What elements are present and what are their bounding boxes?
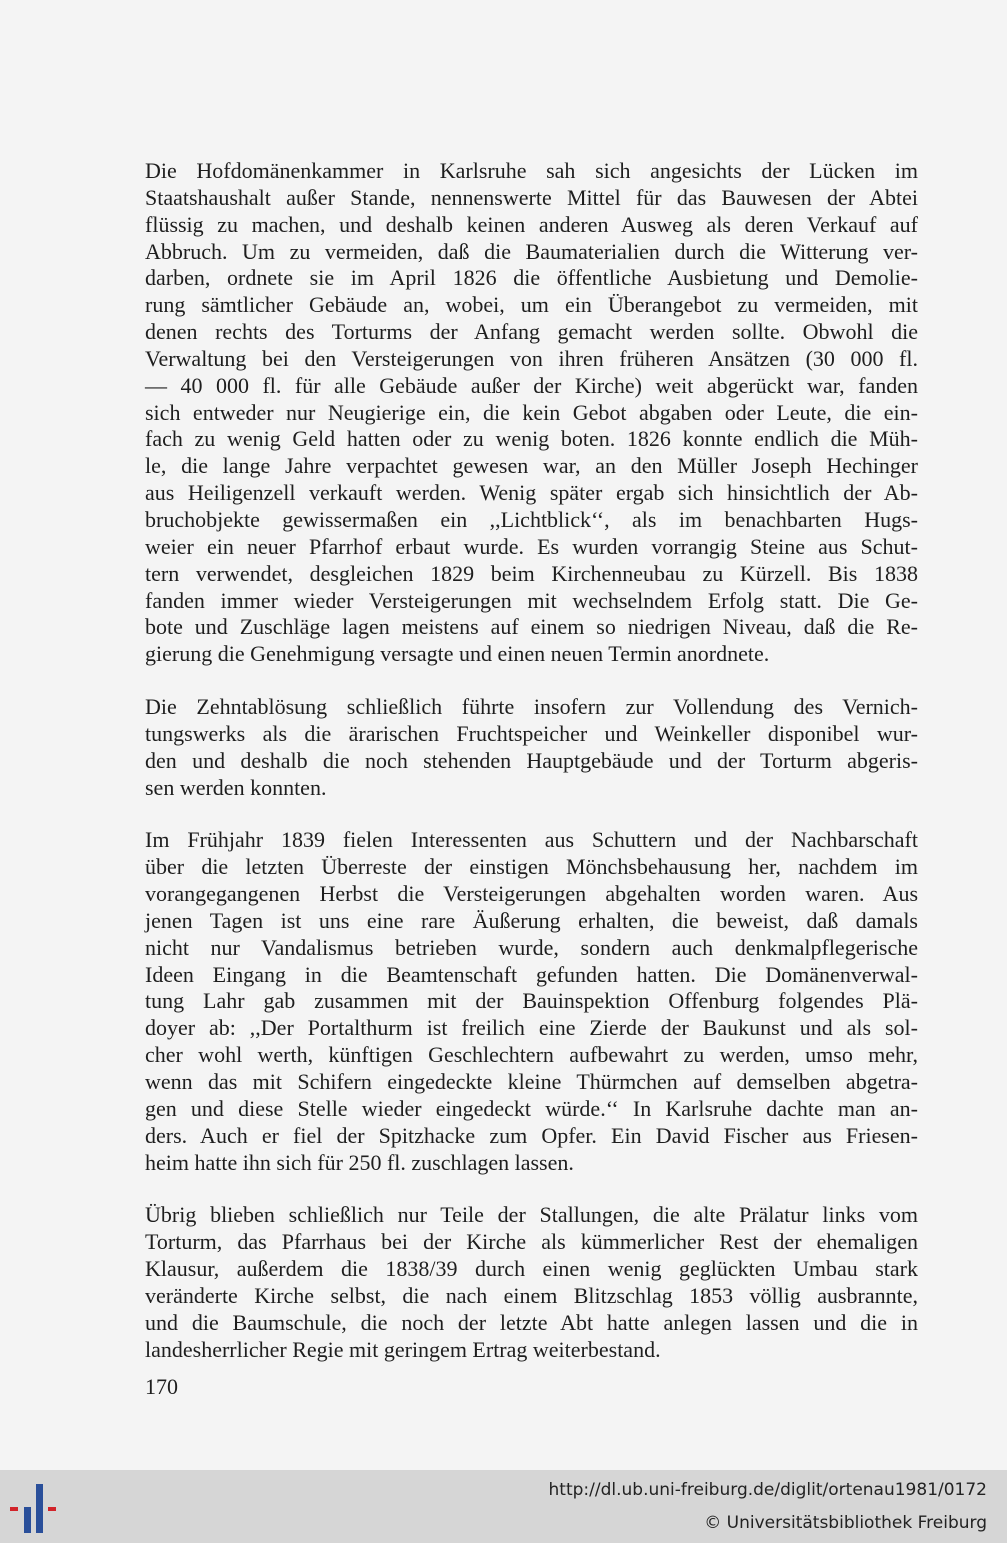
text-line: darben, ordnete sie im April 1826 die öffentliche Ausbietung und Demolie- — [145, 265, 918, 291]
text-line: — 40 000 fl. für alle Gebäude außer der Kirche) weit abgerückt war, fanden — [145, 372, 918, 398]
viewer-footer — [0, 1470, 1007, 1543]
text-line: flüssig zu machen, und deshalb keinen anderen Ausweg als deren Verkauf auf — [145, 211, 918, 237]
paragraph-1 — [145, 158, 918, 668]
text-line: fach zu wenig Geld hatten oder zu wenig boten. 1826 konnte endlich die Müh- — [145, 426, 918, 452]
document-body — [145, 158, 918, 1389]
text-line: fanden immer wieder Versteigerungen mit wechselndem Erfolg statt. Die Ge- — [145, 587, 918, 613]
text-line: gierung die Genehmigung versagte und einen neuen Termin anordnete. — [145, 641, 770, 667]
text-line: Staatshaushalt außer Stande, nennenswerte Mittel für das Bauwesen der Abtei — [145, 184, 918, 210]
text-line: gen und diese Stelle wieder eingedeckt würde.‘‘ In Karlsruhe dachte man an- — [145, 1095, 918, 1121]
text-line: Die Zehntablösung schließlich führte insofern zur Vollendung des Vernich- — [145, 694, 918, 720]
text-line: bruchobjekte gewissermaßen ein ,,Lichtblick‘‘, als im benachbarten Hugs- — [145, 506, 918, 532]
text-line: Ideen Eingang in die Beamtenschaft gefunden hatten. Die Domänenverwal- — [145, 961, 918, 987]
text-line: Torturm, das Pfarrhaus bei der Kirche als kümmerlicher Rest der ehemaligen — [145, 1229, 918, 1255]
text-line: Übrig blieben schließlich nur Teile der Stallungen, die alte Prälatur links vom — [145, 1202, 918, 1228]
copyright-notice: © Universitätsbibliothek Freiburg — [704, 1513, 987, 1533]
text-line: Klausur, außerdem die 1838/39 durch einen wenig geglückten Umbau stark — [145, 1256, 918, 1282]
text-line: heim hatte ihn sich für 250 fl. zuschlagen lassen. — [145, 1149, 574, 1175]
text-line: über die letzten Überreste der einstigen Mönchsbehausung her, nachdem im — [145, 854, 918, 880]
text-line: aus Heiligenzell verkauft werden. Wenig später ergab sich hinsichtlich der Ab- — [145, 480, 918, 506]
text-line: bote und Zuschläge lagen meistens auf einem so niedrigen Niveau, daß die Re- — [145, 614, 918, 640]
paragraph-4 — [145, 1202, 918, 1363]
text-line: cher wohl werth, künftigen Geschlechtern aufbewahrt zu werden, umso mehr, — [145, 1042, 918, 1068]
paragraph-2 — [145, 694, 918, 801]
text-line: Die Hofdomänenkammer in Karlsruhe sah sich angesichts der Lücken im — [145, 158, 918, 183]
text-line: tungswerks als die ärarischen Fruchtspeicher und Weinkeller disponibel wur- — [145, 720, 918, 746]
text-line: tern verwendet, desgleichen 1829 beim Kirchenneubau zu Kürzell. Bis 1838 — [145, 560, 918, 586]
text-line: vorangegangenen Herbst die Versteigerungen abgehalten worden waren. Aus — [145, 881, 918, 907]
text-line: landesherrlicher Regie mit geringem Ertrag weiterbestand. — [145, 1336, 661, 1362]
text-line: denen rechts des Torturms der Anfang gemacht werden sollte. Obwohl die — [145, 319, 918, 345]
permalink-url[interactable]: http://dl.ub.uni-freiburg.de/diglit/ortenau1981/0172 — [548, 1480, 987, 1500]
text-line: Abbruch. Um zu vermeiden, daß die Baumaterialien durch die Witterung ver- — [145, 238, 918, 264]
text-line: le, die lange Jahre verpachtet gewesen war, an den Müller Joseph Hechinger — [145, 453, 918, 479]
text-line: jenen Tagen ist uns eine rare Äußerung erhalten, die beweist, daß damals — [145, 907, 918, 933]
text-line: Im Frühjahr 1839 fielen Interessenten aus Schuttern und der Nachbarschaft — [145, 827, 918, 853]
text-line: ders. Auch er fiel der Spitzhacke zum Opfer. Ein David Fischer aus Friesen- — [145, 1122, 918, 1148]
text-line: veränderte Kirche selbst, die nach einem Blitzschlag 1853 völlig ausbrannte, — [145, 1282, 918, 1308]
ub-freiburg-logo-icon — [10, 1482, 64, 1534]
text-line: sen werden konnten. — [145, 774, 327, 800]
text-line: sich entweder nur Neugierige ein, die kein Gebot abgaben oder Leute, die ein- — [145, 399, 918, 425]
text-line: doyer ab: ,,Der Portalthurm ist freilich eine Zierde der Baukunst und als sol- — [145, 1015, 918, 1041]
text-line: den und deshalb die noch stehenden Hauptgebäude und der Torturm abgeris- — [145, 747, 918, 773]
text-line: wenn das mit Schifern eingedeckte kleine Thürmchen auf demselben abgetra- — [145, 1069, 918, 1094]
text-line: und die Baumschule, die noch der letzte Abt hatte anlegen lassen und die in — [145, 1309, 918, 1335]
text-line: Verwaltung bei den Versteigerungen von ihren früheren Ansätzen (30 000 fl. — [145, 345, 918, 371]
page-number: 170 — [145, 1374, 178, 1399]
text-line: tung Lahr gab zusammen mit der Bauinspektion Offenburg folgendes Plä- — [145, 988, 918, 1014]
text-line: weier ein neuer Pfarrhof erbaut wurde. Es wurden vorrangig Steine aus Schut- — [145, 533, 918, 559]
paragraph-3 — [145, 827, 918, 1176]
text-line: nicht nur Vandalismus betrieben wurde, sondern auch denkmalpflegerische — [145, 934, 918, 960]
text-line: rung sämtlicher Gebäude an, wobei, um ein Überangebot zu vermeiden, mit — [145, 292, 918, 318]
